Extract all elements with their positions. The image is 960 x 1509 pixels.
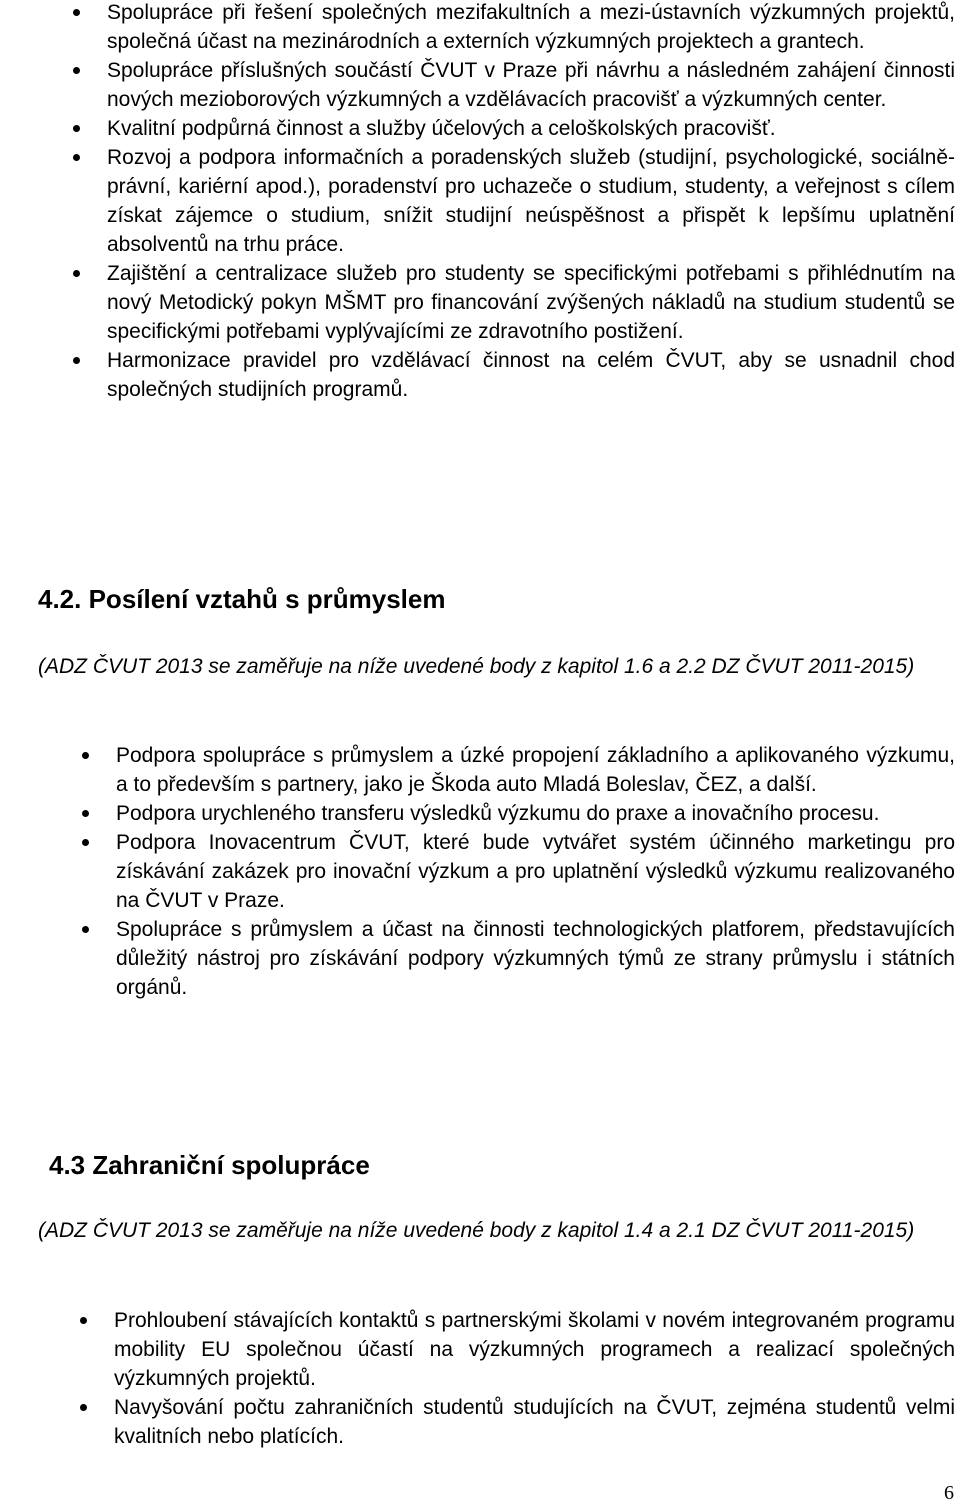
page-number: 6: [944, 1482, 954, 1504]
list-item: Navyšování počtu zahraničních studentů studujících na ČVUT, zejména studentů velmi kvalitních nebo platících.: [0, 1393, 960, 1451]
bullet-icon: [82, 810, 89, 817]
list-item: Rozvoj a podpora informačních a poradenských služeb (studijní, psychologické, sociálně-právní, kariérní apod.), poradenství pro uchazeče o studium, studenty, a veřejnost s cílem získat zájemce o studium, snížit studijní neúspěšnost a přispět k lepšímu uplatnění absolventů na trhu práce.: [0, 143, 960, 259]
list-item: Zajištění a centralizace služeb pro studenty se specifickými potřebami s přihlédnutím na nový Metodický pokyn MŠMT pro financování zvýšených nákladů na studium studentů se specifickými potřebami vyplývajícími ze zdravotního postižení.: [0, 259, 960, 346]
list-item: Prohloubení stávajících kontaktů s partnerskými školami v novém integrovaném programu mobility EU společnou účastí na výzkumných programech a realizací společných výzkumných projektů.: [0, 1306, 960, 1393]
bullet-icon: [73, 357, 80, 364]
bullet-icon: [73, 9, 80, 16]
list-item: Spolupráce s průmyslem a účast na činnosti technologických platforem, představujících důležitý nástroj pro získávání podpory výzkumných týmů ze strany průmyslu i státních orgánů.: [0, 915, 960, 1002]
bullet-icon: [80, 1404, 87, 1411]
bullet-icon: [82, 752, 89, 759]
section-note-4-2: (ADZ ČVUT 2013 se zaměřuje na níže uvedené body z kapitol 1.6 a 2.2 DZ ČVUT 2011-2015): [38, 655, 915, 678]
list-item: Podpora spolupráce s průmyslem a úzké propojení základního a aplikovaného výzkumu, a to především s partnery, jako je Škoda auto Mladá Boleslav, ČEZ, a další.: [0, 741, 960, 799]
list-item: Podpora urychleného transferu výsledků výzkumu do praxe a inovačního procesu.: [0, 799, 960, 828]
list-item: Spolupráce příslušných součástí ČVUT v Praze při návrhu a následném zahájení činnosti nových mezioborových výzkumných a vzdělávacích pracovišť a výzkumných center.: [0, 56, 960, 114]
list-item: Kvalitní podpůrná činnost a služby účelových a celoškolských pracovišť.: [0, 114, 960, 143]
bullet-icon: [82, 839, 89, 846]
list-item: Podpora Inovacentrum ČVUT, které bude vytvářet systém účinného marketingu pro získávání zakázek pro inovační výzkum a pro uplatnění výsledků výzkumu realizovaného na ČVUT v Praze.: [0, 828, 960, 915]
list-item: Harmonizace pravidel pro vzdělávací činnost na celém ČVUT, aby se usnadnil chod společných studijních programů.: [0, 346, 960, 404]
top-bullet-list: [0, 0, 960, 404]
bullet-icon: [73, 154, 80, 161]
international-bullet-list: [0, 1306, 960, 1451]
industry-bullet-list: [0, 741, 960, 1002]
bullet-icon: [80, 1317, 87, 1324]
section-note-4-3: (ADZ ČVUT 2013 se zaměřuje na níže uvedené body z kapitol 1.4 a 2.1 DZ ČVUT 2011-2015): [38, 1219, 915, 1242]
section-heading-4-3: 4.3 Zahraniční spolupráce: [49, 1150, 370, 1180]
list-item: Spolupráce při řešení společných mezifakultních a mezi-ústavních výzkumných projektů, společná účast na mezinárodních a externích výzkumných projektech a grantech.: [0, 0, 960, 56]
bullet-icon: [73, 125, 80, 132]
bullet-icon: [82, 926, 89, 933]
section-heading-4-2: 4.2. Posílení vztahů s průmyslem: [38, 584, 446, 614]
bullet-icon: [73, 270, 80, 277]
bullet-icon: [73, 67, 80, 74]
